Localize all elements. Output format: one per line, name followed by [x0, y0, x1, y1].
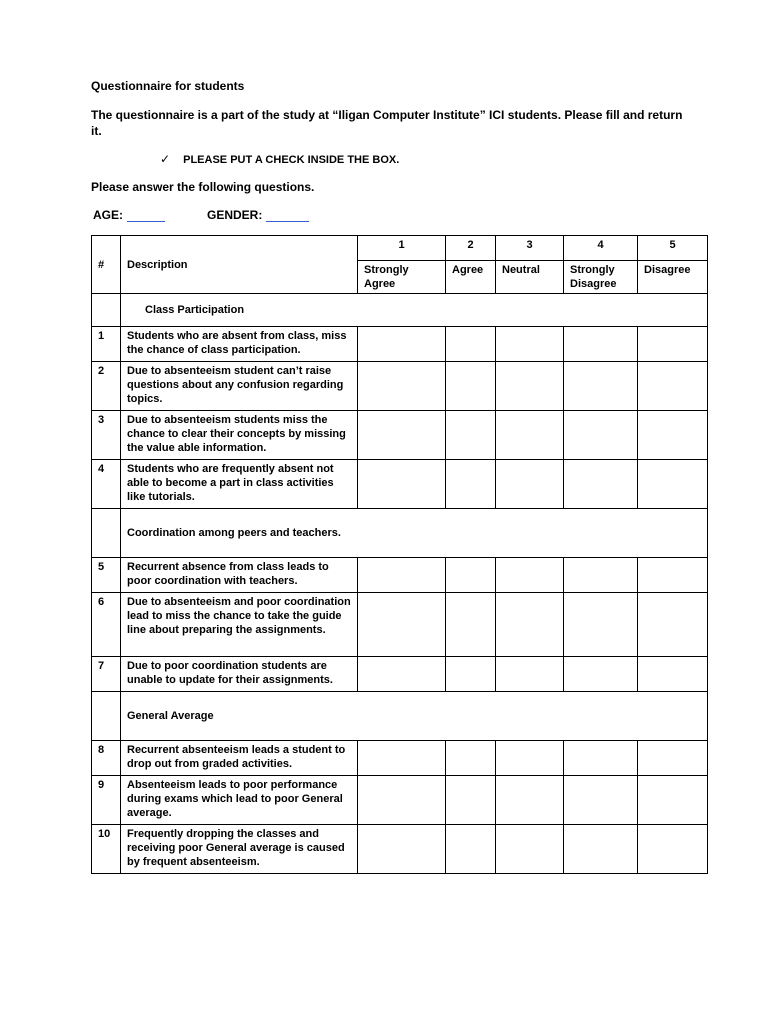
item-number: 5: [92, 558, 121, 593]
rating-checkbox[interactable]: [446, 825, 496, 874]
num-header: #: [92, 236, 121, 294]
rating-checkbox[interactable]: [446, 460, 496, 509]
rating-checkbox[interactable]: [358, 741, 446, 776]
section-title: [121, 294, 708, 327]
section-row: [92, 692, 708, 741]
table-row: [92, 825, 708, 874]
section-row: [92, 509, 708, 558]
page-title: Questionnaire for students: [91, 79, 245, 93]
table-row: [92, 657, 708, 692]
rating-checkbox[interactable]: [564, 657, 638, 692]
item-number: 1: [92, 327, 121, 362]
table-row: [92, 741, 708, 776]
rating-checkbox[interactable]: [638, 460, 708, 509]
scale-number: 1: [358, 236, 446, 261]
section-title: [121, 509, 708, 558]
item-description: Students who are absent from class, miss the chance of class participation.: [121, 327, 358, 362]
item-description: Due to absenteeism and poor coordination lead to miss the chance to take the guide line about preparing the assignments.: [121, 593, 358, 657]
rating-checkbox[interactable]: [496, 776, 564, 825]
item-description: Recurrent absence from class leads to poor coordination with teachers.: [121, 558, 358, 593]
rating-checkbox[interactable]: [564, 741, 638, 776]
rating-checkbox[interactable]: [564, 411, 638, 460]
rating-checkbox[interactable]: [358, 327, 446, 362]
section-num-cell: [92, 509, 121, 558]
item-number: 9: [92, 776, 121, 825]
rating-checkbox[interactable]: [564, 460, 638, 509]
rating-checkbox[interactable]: [358, 657, 446, 692]
scale-number: 3: [496, 236, 564, 261]
rating-checkbox[interactable]: [496, 327, 564, 362]
check-icon: ✓: [160, 152, 171, 166]
rating-checkbox[interactable]: [446, 362, 496, 411]
rating-checkbox[interactable]: [358, 460, 446, 509]
rating-checkbox[interactable]: [496, 411, 564, 460]
rating-checkbox[interactable]: [446, 411, 496, 460]
gender-field: [207, 208, 309, 222]
intro-text: The questionnaire is a part of the study at “Iligan Computer Institute” ICI students. Please fill and return it.: [91, 108, 683, 138]
scale-label: Strongly Disagree: [564, 261, 638, 294]
rating-checkbox[interactable]: [496, 593, 564, 657]
rating-checkbox[interactable]: [638, 776, 708, 825]
rating-checkbox[interactable]: [496, 460, 564, 509]
item-description: Due to poor coordination students are unable to update for their assignments.: [121, 657, 358, 692]
rating-checkbox[interactable]: [496, 657, 564, 692]
rating-checkbox[interactable]: [638, 362, 708, 411]
rating-checkbox[interactable]: [358, 558, 446, 593]
item-number: 3: [92, 411, 121, 460]
rating-checkbox[interactable]: [446, 558, 496, 593]
age-field: [93, 208, 165, 222]
rating-checkbox[interactable]: [564, 362, 638, 411]
section-title-text: Coordination among peers and teachers.: [127, 527, 341, 539]
rating-checkbox[interactable]: [358, 825, 446, 874]
age-label: AGE:: [93, 208, 123, 222]
gender-blank[interactable]: [266, 209, 309, 222]
rating-checkbox[interactable]: [446, 327, 496, 362]
item-number: 2: [92, 362, 121, 411]
item-number: 7: [92, 657, 121, 692]
rating-checkbox[interactable]: [638, 741, 708, 776]
rating-checkbox[interactable]: [358, 776, 446, 825]
section-num-cell: [92, 692, 121, 741]
item-description: Due to absenteeism students miss the chance to clear their concepts by missing the value able information.: [121, 411, 358, 460]
item-number: 6: [92, 593, 121, 657]
table-row: [92, 327, 708, 362]
section-title: [121, 692, 708, 741]
scale-number: 2: [446, 236, 496, 261]
rating-checkbox[interactable]: [638, 411, 708, 460]
rating-checkbox[interactable]: [638, 327, 708, 362]
rating-checkbox[interactable]: [358, 411, 446, 460]
instruction: [160, 152, 399, 166]
section-row: [92, 294, 708, 327]
section-title-text: Class Participation: [145, 304, 245, 316]
rating-checkbox[interactable]: [638, 657, 708, 692]
rating-checkbox[interactable]: [446, 776, 496, 825]
rating-checkbox[interactable]: [496, 741, 564, 776]
table-row: [92, 362, 708, 411]
section-title-text: General Average: [127, 710, 214, 722]
rating-checkbox[interactable]: [496, 558, 564, 593]
rating-checkbox[interactable]: [564, 776, 638, 825]
rating-checkbox[interactable]: [446, 657, 496, 692]
questionnaire-table: [91, 235, 708, 874]
scale-label: Strongly Agree: [358, 261, 446, 294]
rating-checkbox[interactable]: [446, 593, 496, 657]
rating-checkbox[interactable]: [564, 593, 638, 657]
item-description: Recurrent absenteeism leads a student to drop out from graded activities.: [121, 741, 358, 776]
description-header: Description: [121, 236, 358, 294]
table-row: [92, 776, 708, 825]
rating-checkbox[interactable]: [638, 825, 708, 874]
rating-checkbox[interactable]: [564, 825, 638, 874]
rating-checkbox[interactable]: [446, 741, 496, 776]
item-description: Students who are frequently absent not able to become a part in class activities like tutorials.: [121, 460, 358, 509]
prompt-text: Please answer the following questions.: [91, 180, 315, 194]
rating-checkbox[interactable]: [496, 362, 564, 411]
scale-label: Disagree: [638, 261, 708, 294]
gender-label: GENDER:: [207, 208, 263, 222]
scale-number: 5: [638, 236, 708, 261]
scale-number: 4: [564, 236, 638, 261]
section-num-cell: [92, 294, 121, 327]
item-number: 8: [92, 741, 121, 776]
scale-label: Agree: [446, 261, 496, 294]
table-row: [92, 460, 708, 509]
rating-checkbox[interactable]: [496, 825, 564, 874]
item-description: Frequently dropping the classes and receiving poor General average is caused by frequent absenteeism.: [121, 825, 358, 874]
item-description: Due to absenteeism student can’t raise questions about any confusion regarding topics.: [121, 362, 358, 411]
rating-checkbox[interactable]: [358, 593, 446, 657]
table-row: [92, 558, 708, 593]
item-number: 4: [92, 460, 121, 509]
rating-checkbox[interactable]: [564, 558, 638, 593]
item-number: 10: [92, 825, 121, 874]
rating-checkbox[interactable]: [564, 327, 638, 362]
rating-checkbox[interactable]: [638, 558, 708, 593]
rating-checkbox[interactable]: [358, 362, 446, 411]
item-description: Absenteeism leads to poor performance during exams which lead to poor General average.: [121, 776, 358, 825]
scale-label: Neutral: [496, 261, 564, 294]
table-row: [92, 411, 708, 460]
instruction-text: PLEASE PUT A CHECK INSIDE THE BOX.: [183, 154, 400, 166]
table-row: [92, 593, 708, 657]
rating-checkbox[interactable]: [638, 593, 708, 657]
age-blank[interactable]: [127, 209, 165, 222]
